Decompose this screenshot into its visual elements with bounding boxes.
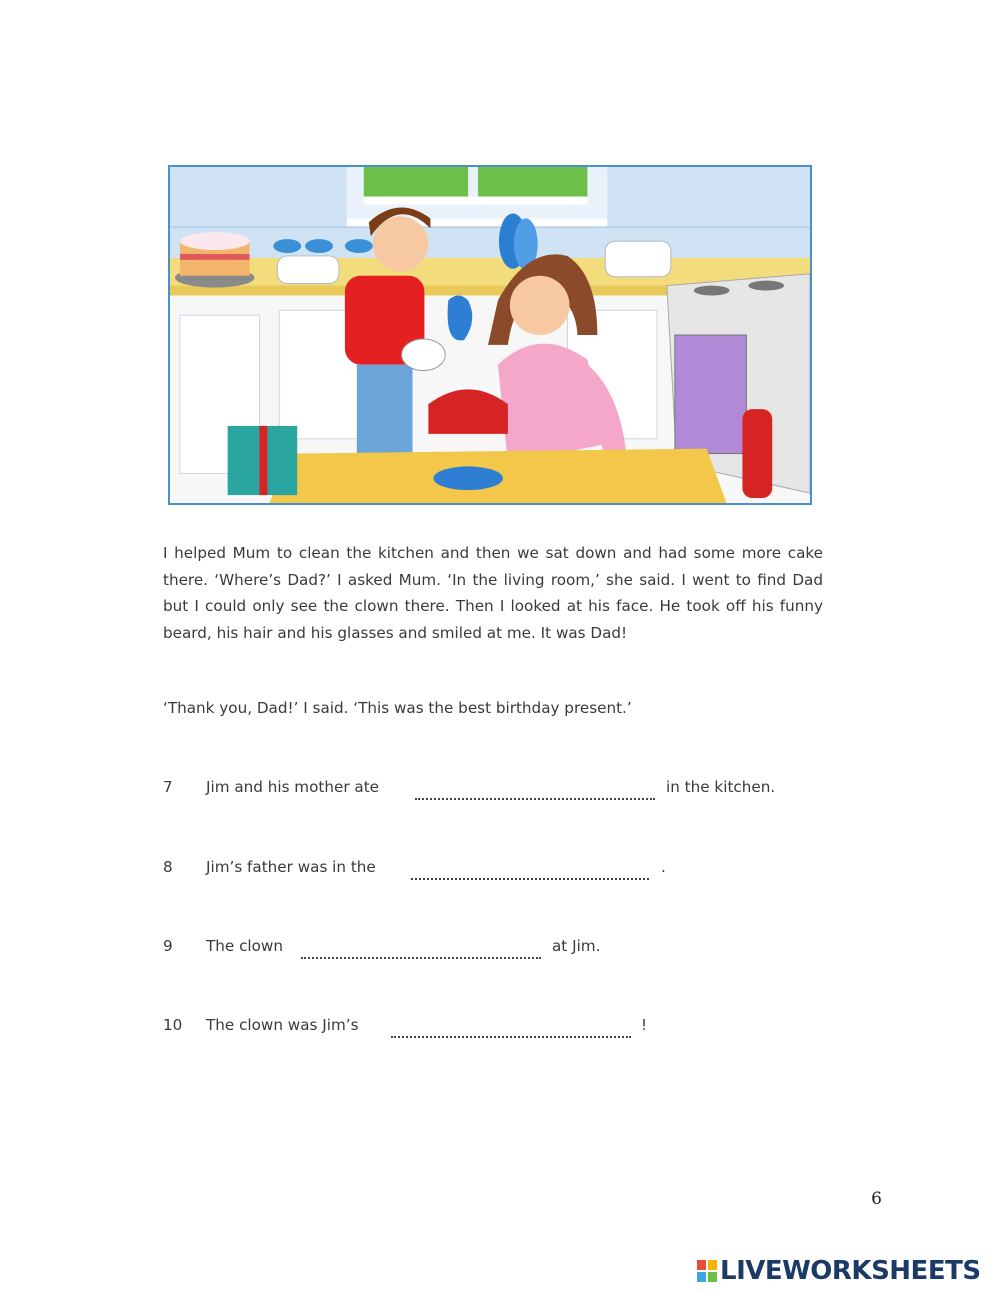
- question-text-after: at Jim.: [552, 937, 601, 955]
- page-number: 6: [871, 1189, 882, 1209]
- question-text-after: in the kitchen.: [666, 778, 776, 796]
- answer-input-7[interactable]: [415, 778, 655, 800]
- story-paragraph: I helped Mum to clean the kitchen and then we sat down and had some more cake there. ‘Where’s Dad?’ I asked Mum. ‘In the living room,’ she said. I went to find Dad but I could only see the clown there. Then I looked at his face. He took off his funny beard, his hair and his glasses and smiled at me. It was Dad!: [163, 544, 823, 642]
- question-text: Jim’s father was in the: [206, 858, 376, 876]
- question-number: 7: [163, 778, 173, 796]
- question-number: 8: [163, 858, 173, 876]
- answer-input-8[interactable]: [411, 858, 649, 880]
- liveworksheets-logo-icon: [697, 1260, 717, 1282]
- question-8: [163, 854, 803, 880]
- kitchen-illustration: [168, 165, 812, 505]
- question-number: 10: [163, 1016, 183, 1034]
- story-text: [163, 540, 823, 646]
- liveworksheets-brand[interactable]: [697, 1256, 981, 1286]
- answer-input-9[interactable]: [301, 937, 541, 959]
- story-closing: ‘Thank you, Dad!’ I said. ‘This was the best birthday present.’: [163, 699, 632, 717]
- question-text: The clown was Jim’s: [206, 1016, 359, 1034]
- question-text: Jim and his mother ate: [206, 778, 379, 796]
- question-number: 9: [163, 937, 173, 955]
- question-text: The clown: [206, 937, 283, 955]
- question-text-after: .: [661, 858, 666, 876]
- question-7: [163, 774, 803, 800]
- question-10: [163, 1012, 803, 1038]
- brand-name: LIVEWORKSHEETS: [720, 1256, 981, 1286]
- question-9: [163, 933, 803, 959]
- answer-input-10[interactable]: [391, 1016, 631, 1038]
- question-text-after: !: [641, 1016, 648, 1034]
- kitchen-scene-image: [170, 167, 810, 503]
